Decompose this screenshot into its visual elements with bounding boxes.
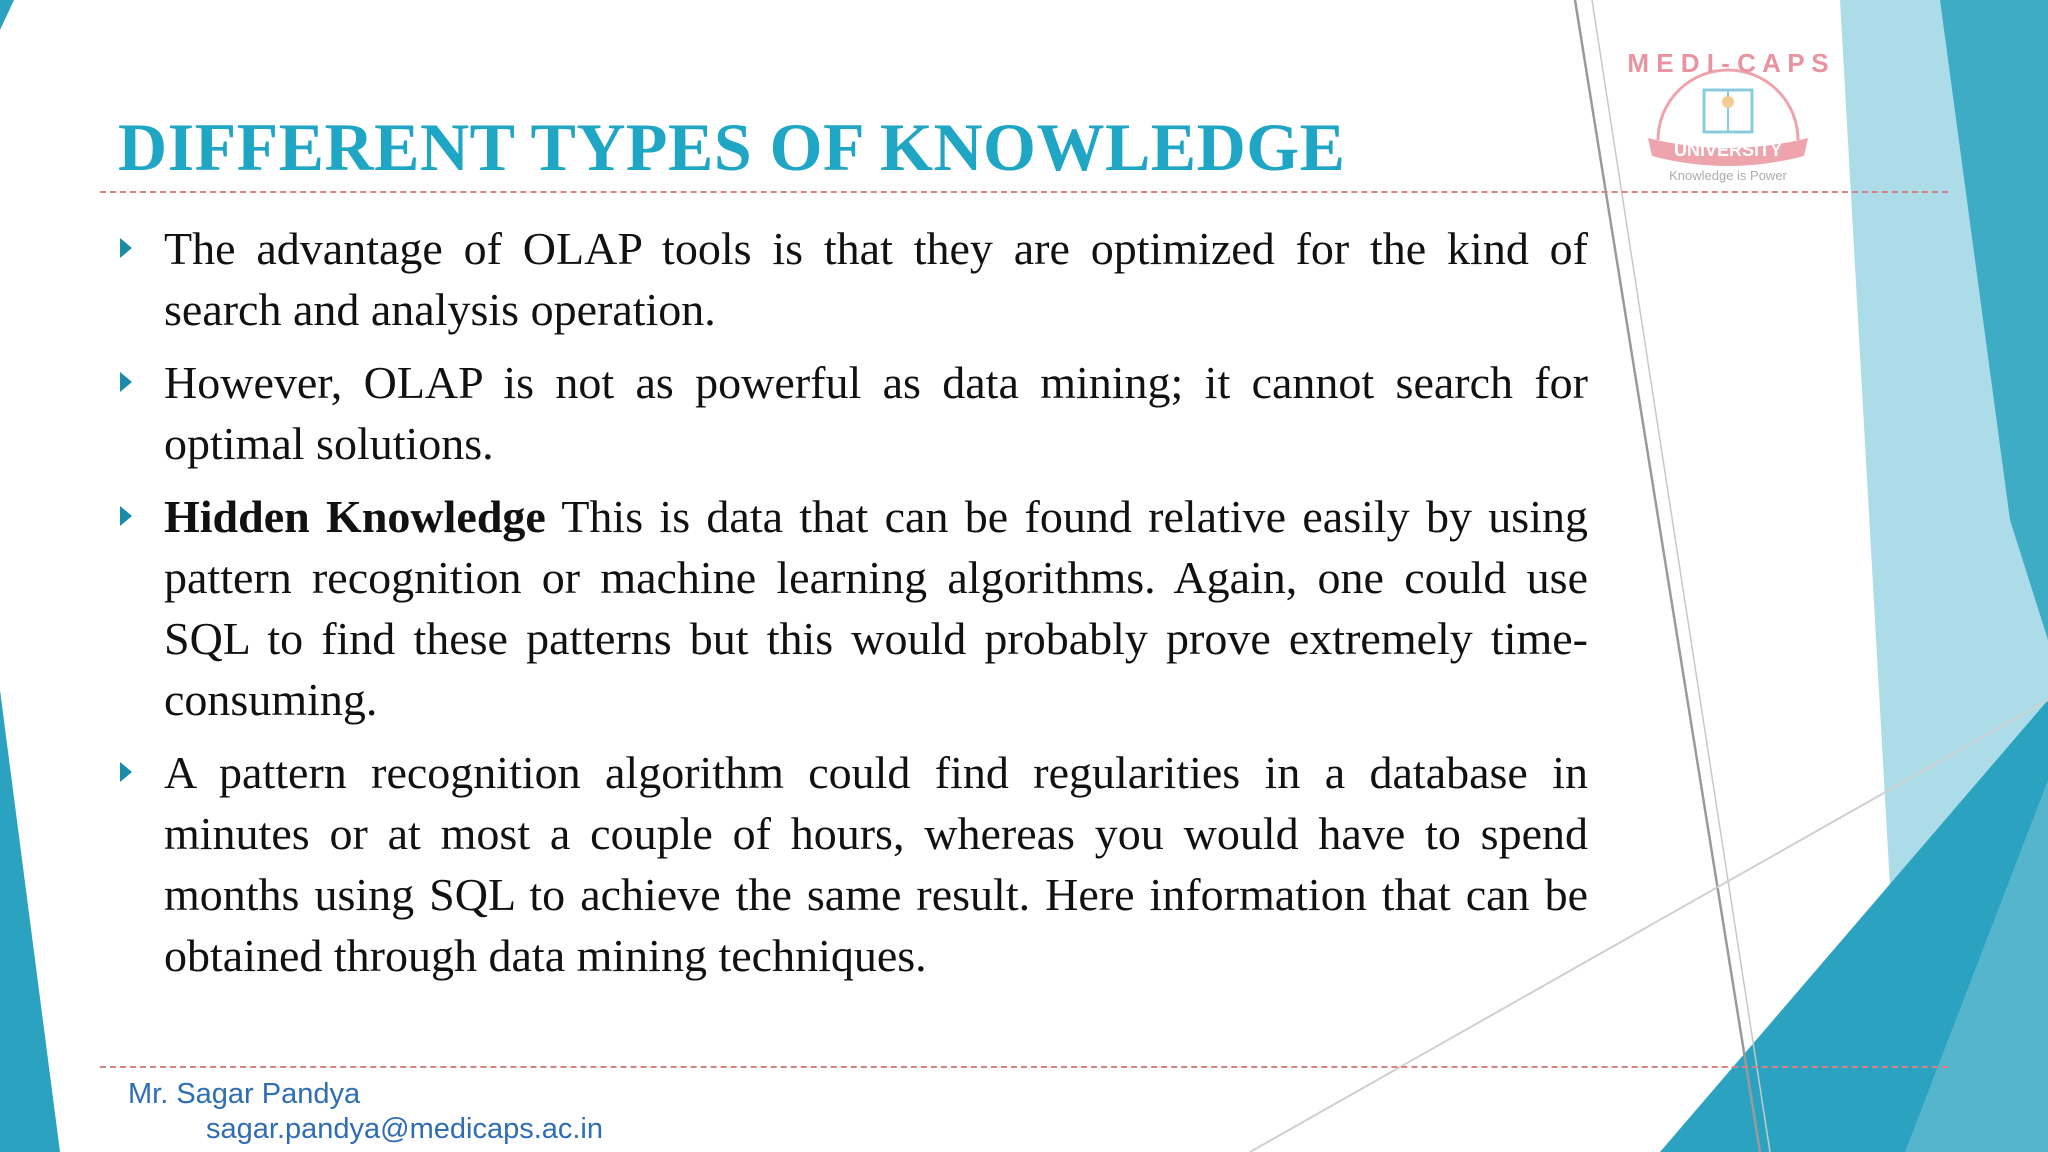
bullet-text: A pattern recognition algorithm could find regularities in a database in minutes or at most a couple of hours, whereas you would have to spend months using SQL to achieve the same result. Here information that can be obtained through data mining techniques.: [164, 747, 1588, 981]
title-divider: [100, 191, 1948, 193]
bullet-text: This is data that can be found relative easily by using pattern recognition or machine learning algorithms. Again, one could use SQL to find these patterns but this would probably prove extremely time-consuming.: [164, 491, 1588, 725]
bullet-bold-text: Hidden Knowledge: [164, 491, 546, 542]
svg-text:M E D I - C A P S: M E D I - C A P S: [1627, 48, 1829, 78]
bullet-list: [118, 218, 1588, 998]
bg-panel-left-bottom: [0, 690, 60, 1152]
bullet-arrow-icon: [120, 506, 132, 526]
footer-email: sagar.pandya@medicaps.ac.in: [206, 1113, 604, 1145]
bullet-item: [118, 742, 1588, 986]
bullet-arrow-icon: [120, 762, 132, 782]
bullet-arrow-icon: [120, 372, 132, 392]
university-logo: [1618, 30, 1838, 190]
footer-divider: [100, 1066, 1948, 1068]
bullet-text: The advantage of OLAP tools is that they are optimized for the kind of search and analysis operation.: [164, 223, 1588, 335]
svg-text:UNIVERSITY: UNIVERSITY: [1673, 140, 1783, 160]
bullet-item: [118, 218, 1588, 340]
slide-title: DIFFERENT TYPES OF KNOWLEDGE: [118, 109, 1346, 185]
logo-tagline: Knowledge is Power: [1669, 168, 1787, 183]
bullet-arrow-icon: [120, 238, 132, 258]
bullet-text: However, OLAP is not as powerful as data mining; it cannot search for optimal solutions.: [164, 357, 1588, 469]
footer-author: Mr. Sagar Pandya: [128, 1078, 361, 1110]
bg-panel-left-top: [0, 0, 14, 30]
bullet-item: [118, 486, 1588, 730]
bullet-item: [118, 352, 1588, 474]
